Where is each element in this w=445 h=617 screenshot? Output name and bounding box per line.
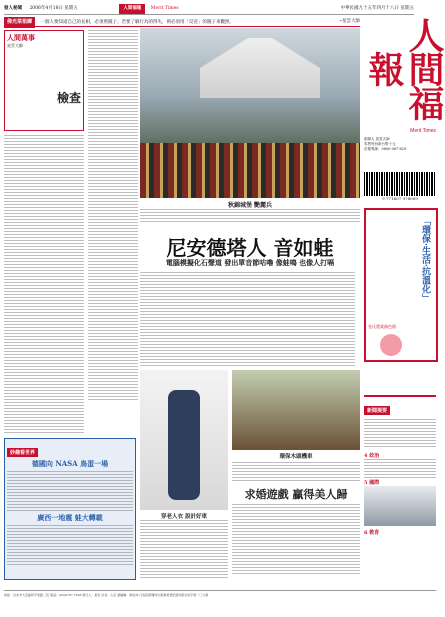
column-title: 檢查 (56, 91, 81, 105)
section-label: 發人秘聞 (4, 6, 22, 11)
headline-article (140, 272, 355, 367)
banner-sub: Merit Times (150, 6, 179, 11)
world-text-1 (7, 471, 133, 511)
index-politics: 4 政治 (364, 453, 380, 459)
subheadline: 電腦模擬化石聲道 發出單音節咕嚕 像蛙鳴 也像人打嗝 (165, 258, 335, 267)
woodbike-text (232, 462, 360, 482)
woodbike-photo (232, 370, 360, 450)
robot-caption: 穿老人衣 設計好車 (161, 514, 207, 520)
headline: 尼安德塔人 音如蛙 (166, 236, 334, 260)
article-text-left (88, 30, 138, 400)
promo-sub: 金氏農業綠色園 (368, 324, 396, 329)
brand-english: Merit Times (410, 128, 436, 134)
promo-box (364, 208, 438, 362)
robot-text (140, 520, 228, 580)
world-text-2 (7, 525, 133, 565)
index-text-2 (364, 459, 436, 479)
quote-tag: 佛光菜根譚 (4, 17, 35, 28)
top-bar (4, 4, 414, 15)
world-title-2: 廣西一地震 蛙大轉載 (37, 513, 103, 522)
world-tag: 妙趣看世界 (7, 448, 38, 457)
wedding-text (232, 504, 360, 574)
promo-title: 「環保‧生活‧抗溫化」 (420, 216, 430, 303)
founder-text: 創辦人 星雲大師 (364, 137, 390, 141)
news-index (364, 395, 436, 577)
column-author: 星雲大師 (7, 43, 23, 48)
world-title-1: 德國向 NASA 鳥蛋一場 (31, 459, 109, 468)
quote-author: ─星雲大師 (339, 19, 360, 24)
main-photo-text (140, 209, 360, 223)
right-date: 中華民國九十五年四月十八日 星期五 (340, 6, 414, 11)
promo-graphic (380, 334, 402, 356)
banner-tag: 人間福報 (119, 4, 145, 14)
barcode-number: 9 771607 978009 (382, 196, 418, 201)
main-photo (140, 28, 360, 198)
index-photo (364, 486, 436, 526)
index-education: 6 教育 (364, 530, 380, 536)
main-photo-caption: 秋錦城堡 艷麗兵 (227, 202, 273, 209)
column-text (4, 135, 84, 435)
column-box (4, 30, 84, 435)
masthead-info (364, 137, 436, 152)
robot-photo (140, 370, 228, 510)
world-box (4, 438, 136, 580)
masthead (363, 8, 445, 168)
quote-bar (4, 17, 360, 27)
wedding-headline: 求婚遊戲 贏得美人歸 (244, 488, 348, 501)
index-text-1 (364, 419, 436, 449)
woodbike-caption: 環保木頭機車 (279, 454, 313, 460)
column-tag: 人間萬事 (7, 33, 35, 42)
index-header: 新聞提要 (364, 406, 390, 415)
hotline-text: 訂報專線：0800-067-829 (364, 147, 407, 151)
issue-date: 2006年4月18日 星期五 (29, 6, 78, 11)
barcode (364, 172, 436, 206)
brand-logo: 人間福報 (363, 17, 445, 119)
index-international: 5 國際 (364, 480, 380, 486)
footer: 地址：台北市大安區和平東路二段 電話：(02)8787-7828 發行人：星雲 社長：心定 總編輯：柴松林 行政院新聞局出版事業登記證局版台誌字第一〇九號 (4, 590, 436, 597)
quote-text: 一個人要知道自己的長相，必須照鏡子；若要了解行為的得失，則必須用「反省」的鏡子來觀照。 (40, 20, 234, 25)
price-text: 零售每份新台幣十元 (364, 142, 396, 146)
